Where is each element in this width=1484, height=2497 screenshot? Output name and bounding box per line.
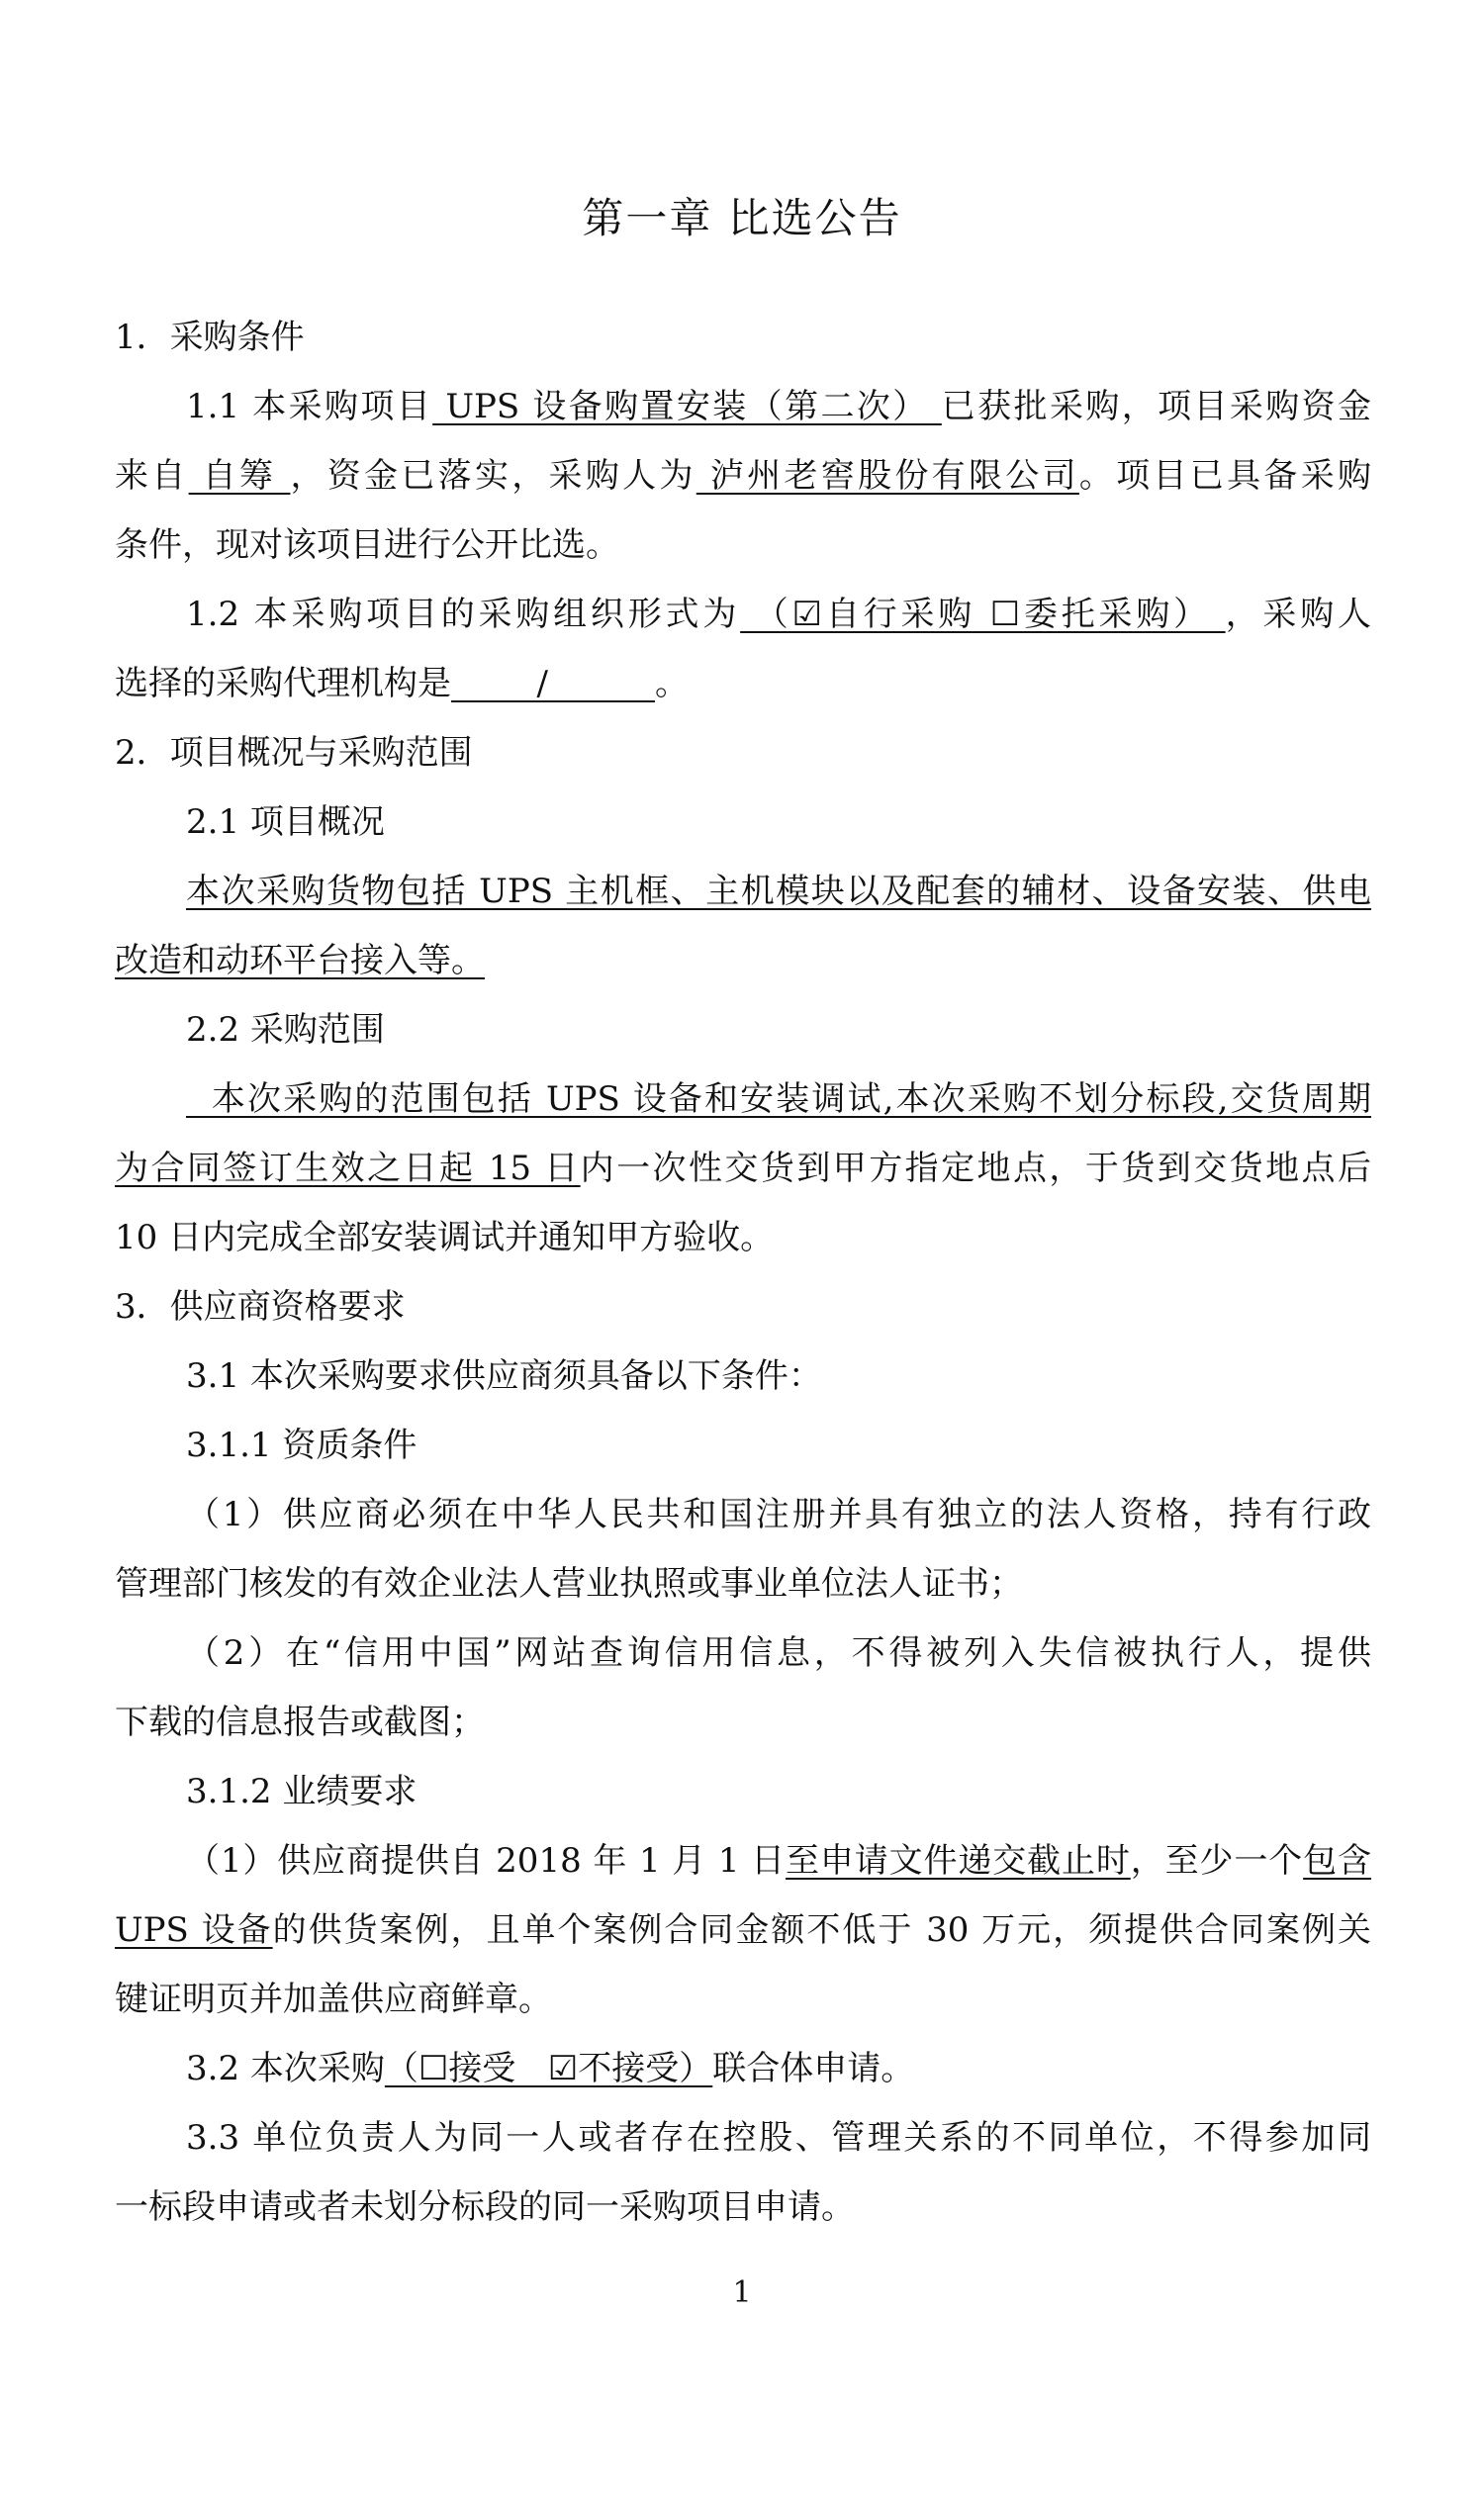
paragraph-line: 键证明页并加盖供应商鲜章。 (115, 1980, 552, 2019)
page-number: 1 (732, 2275, 752, 2310)
paragraph-line: 管理部门核发的有效企业法人营业执照或事业单位法人证书； (115, 1564, 1023, 1604)
agency-name: / (451, 664, 655, 703)
paragraph-line: 本次采购货物包括 UPS 主机框、主机模块以及配套的辅材、设备安装、供电 (186, 872, 1371, 911)
subheading: 2.2 采购范围 (186, 1010, 385, 1050)
paragraph-line: 10 日内完成全部安装调试并通知甲方验收。 (115, 1218, 775, 1257)
paragraph-line: 条件，现对该项目进行公开比选。 (115, 525, 619, 565)
paragraph-line: 选择的采购代理机构是 / 。 (115, 664, 689, 703)
paragraph-line: 改造和动环平台接入等。 (115, 941, 485, 980)
paragraph-line: （2）在“信用中国”网站查询信用信息，不得被列入失信被执行人，提供 (186, 1633, 1371, 1673)
paragraph-line: 3.3 单位负责人为同一人或者存在控股、管理关系的不同单位，不得参加同 (186, 2118, 1371, 2158)
paragraph-line: 1.2 本采购项目的采购组织形式为 （☑自行采购 ☐委托采购） ，采购人 (186, 595, 1372, 634)
paragraph-line: 为合同签订生效之日起 15 日内一次性交货到甲方指定地点，于货到交货地点后 (115, 1149, 1371, 1188)
subheading: 3.1.2 业绩要求 (186, 1772, 417, 1811)
heading-procurement-conditions: 1．采购条件 (115, 318, 305, 357)
paragraph-line: 本次采购的范围包括 UPS 设备和安装调试,本次采购不划分标段,交货周期 (186, 1079, 1371, 1119)
fund-source: 自筹 (188, 456, 291, 496)
page-title: 第一章 比选公告 (582, 194, 902, 242)
paragraph-line: 下载的信息报告或截图； (115, 1703, 485, 1742)
purchaser-name: 泸州老窖股份有限公司 (696, 456, 1079, 496)
paragraph-line: 1.1 本采购项目 UPS 设备购置安装（第二次） 已获批采购，项目采购资金 (186, 387, 1372, 426)
subheading: 3.1.1 资质条件 (186, 1426, 417, 1465)
subheading: 2.1 项目概况 (186, 802, 385, 842)
consortium-option: （☐接受 ☑不接受） (384, 2049, 713, 2088)
paragraph-line: UPS 设备的供货案例，且单个案例合同金额不低于 30 万元，须提供合同案例关 (115, 1910, 1371, 1950)
paragraph-line: 3.2 本次采购（☐接受 ☑不接受）联合体申请。 (186, 2049, 915, 2088)
paragraph-line: 一标段申请或者未划分标段的同一采购项目申请。 (115, 2187, 855, 2227)
heading-project-overview: 2．项目概况与采购范围 (115, 733, 473, 773)
heading-supplier-qualification: 3．供应商资格要求 (115, 1287, 406, 1327)
project-name: UPS 设备购置安装（第二次） (432, 387, 942, 426)
paragraph-line: 来自 自筹 ，资金已落实，采购人为 泸州老窖股份有限公司。项目已具备采购 (115, 456, 1372, 496)
procurement-form: （☑自行采购 ☐委托采购） (740, 595, 1226, 634)
paragraph-line: （1）供应商必须在中华人民共和国注册并具有独立的法人资格，持有行政 (186, 1495, 1371, 1534)
subheading: 3.1 本次采购要求供应商须具备以下条件： (186, 1356, 822, 1396)
paragraph-line: （1）供应商提供自 2018 年 1 月 1 日至申请文件递交截止时，至少一个包含 (186, 1841, 1372, 1881)
